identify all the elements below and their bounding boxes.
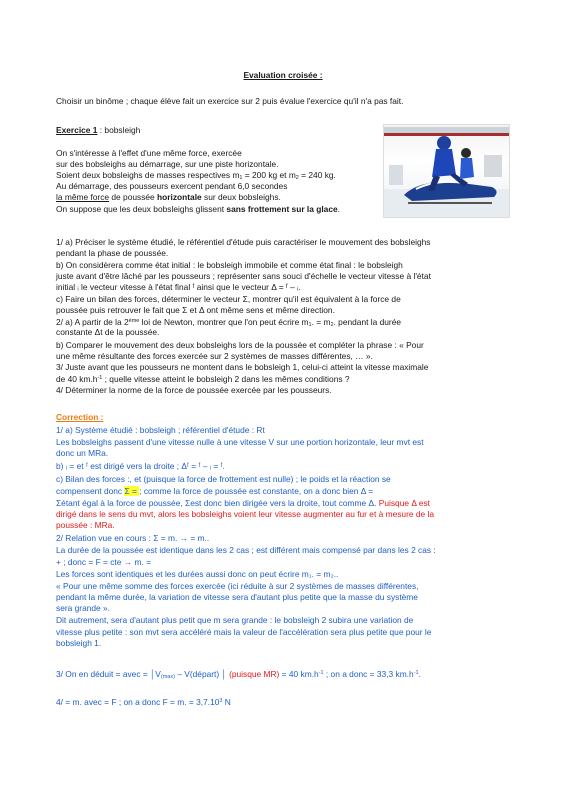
exercise-heading bbox=[56, 125, 140, 136]
correction-line: compensent donc Σ = ; comme la force de poussée est constante, on a donc bien Δ = bbox=[56, 486, 374, 496]
correction-line: Σétant égal à la force de poussée, Σest donc bien dirigée vers la droite, tout comme Δ. Puisque Δ est bbox=[56, 498, 430, 508]
correction-line: donc un MRa. bbox=[56, 448, 109, 458]
exercise-line: sur des bobsleighs au démarrage, sur une piste horizontale. bbox=[56, 159, 279, 169]
correction-line: + ; donc = F = cte → m. = bbox=[56, 557, 151, 567]
correction-line: dirigé dans le sens du mvt, alors les bobsleighs voient leur vitesse augmenter au fur et à mesure de la bbox=[56, 509, 435, 519]
bobsleigh-illustration bbox=[384, 125, 509, 217]
exercise-heading-rest: : bobsleigh bbox=[97, 125, 141, 135]
correction-line: La durée de la poussée est identique dans les 2 cas ; est différent mais compensé par dans les 2 cas : bbox=[56, 545, 436, 555]
correction-line: pendant la même durée, la variation de vitesse sera d'autant plus petite que la masse du système bbox=[56, 592, 418, 602]
correction-line: c) Bilan des forces :, et (puisque la force de frottement est nulle) ; le poids et la réaction se bbox=[56, 474, 391, 484]
question-2b: b) Comparer le mouvement des deux bobsleighs lors de la poussée et compléter la phrase : « Pour bbox=[56, 340, 424, 350]
correction-line: Les forces sont identiques et les durées aussi donc on peut écrire m₁. = m₂.. bbox=[56, 569, 339, 579]
question-2b: une même résultante des forces exercée sur 2 systèmes de masses différentes, … ». bbox=[56, 351, 373, 361]
exercise-line: On s'intéresse à l'effet d'une même force, exercée bbox=[56, 148, 242, 158]
bobsleigh-photo bbox=[383, 124, 510, 218]
page-title: Evaluation croisée : bbox=[243, 70, 323, 80]
question-1a: 1/ a) Préciser le système étudié, le référentiel d'étude puis caractériser le mouvement des bobsleighs bbox=[56, 237, 431, 247]
question-2a: constante Δt de la poussée. bbox=[56, 327, 160, 337]
question-1b: juste avant d'être lâché par les pousseurs ; représenter sans souci d'échelle le vecteur vitesse à l'état bbox=[56, 271, 431, 281]
correction-line: 4/ = m. avec = F ; on a donc F = m. = $3,7.10^3$ N bbox=[56, 697, 231, 707]
correction-line: 1/ a) Système étudié : bobsleigh ; référentiel d'étude : Rt bbox=[56, 425, 265, 435]
exercise-line: la même force de poussée horizontale sur deux bobsleighs. bbox=[56, 192, 281, 202]
question-2a: 2/ a) A partir de la 2ème loi de Newton, montrer que l'on peut écrire m1. = m2. pendant la durée bbox=[56, 317, 402, 328]
correction-line: Dit autrement, sera d'autant plus petit que m sera grande : le bobsleigh 2 subira une variation de bbox=[56, 615, 414, 625]
question-1b: initial ᵢ le vecteur vitesse à l'état final ᶠ ainsi que le vecteur Δ = ᶠ – ᵢ. bbox=[56, 282, 301, 292]
question-1b: b) On considèrera comme état initial : le bobsleigh immobile et comme état final : le bobsleigh bbox=[56, 260, 403, 270]
exercise-line: Au démarrage, des pousseurs exercent pendant 6,0 secondes bbox=[56, 181, 288, 191]
highlighted-formula: Σ = bbox=[124, 486, 140, 496]
exercise-heading-label: Exercice 1 bbox=[56, 125, 98, 135]
question-1c: poussée puis retrouver le fait que Σ et Δ ont même sens et même direction. bbox=[56, 305, 335, 315]
correction-line: b) ᵢ = et ᶠ est dirigé vers la droite ; Δᶠ = ᶠ – ᵢ = ᶠ. bbox=[56, 461, 225, 471]
exercise-line: Soient deux bobsleighs de masses respectives m1 = 200 kg et m2 = 240 kg. bbox=[56, 170, 336, 181]
correction-line: poussée : MRa. bbox=[56, 520, 115, 530]
correction-line: 3/ On en déduit = avec = │V(max) – V(départ) │ (puisque MR) = 40 $km.h^{-1}$ ; on a donc = 33,3 $km.h^{-1}$. bbox=[56, 669, 421, 680]
exercise-line: On suppose que les deux bobsleighs glissent sans frottement sur la glace. bbox=[56, 204, 340, 214]
question-1a: pendant la phase de poussée. bbox=[56, 248, 169, 258]
intro-text: Choisir un binôme ; chaque élève fait un exercice sur 2 puis évalue l'exercice qu'il n'a pas fait. bbox=[56, 96, 404, 106]
correction-line: « Pour une même somme des forces exercée (ici réduite à sur 2 systèmes de masses différentes, bbox=[56, 581, 419, 591]
question-3: de 40 $km.h^{-1}$ ; quelle vitesse atteint le bobsleigh 2 dans les mêmes conditions ? bbox=[56, 374, 350, 384]
question-1c: c) Faire un bilan des forces, déterminer le vecteur Σ, montrer qu'il est équivalent à la force de bbox=[56, 294, 401, 304]
correction-line: bobsleigh 1. bbox=[56, 638, 102, 648]
question-4: 4/ Déterminer la norme de la force de poussée exercée par les pousseurs. bbox=[56, 385, 332, 395]
correction-line: Les bobsleighs passent d'une vitesse nulle à une vitesse V sur une portion horizontale, leur mvt est bbox=[56, 437, 424, 447]
question-3: 3/ Juste avant que les pousseurs ne montent dans le bobsleigh 1, celui-ci atteint la vitesse maximale bbox=[56, 362, 429, 372]
correction-heading: Correction : bbox=[56, 412, 104, 422]
correction-line: 2/ Relation vue en cours : Σ = m. → = m.. bbox=[56, 533, 210, 543]
correction-line: sera grande ». bbox=[56, 603, 111, 613]
correction-line: vitesse plus petite : son mvt sera accéléré mais la valeur de l'accélération sera plus petite que pour le bbox=[56, 627, 432, 637]
